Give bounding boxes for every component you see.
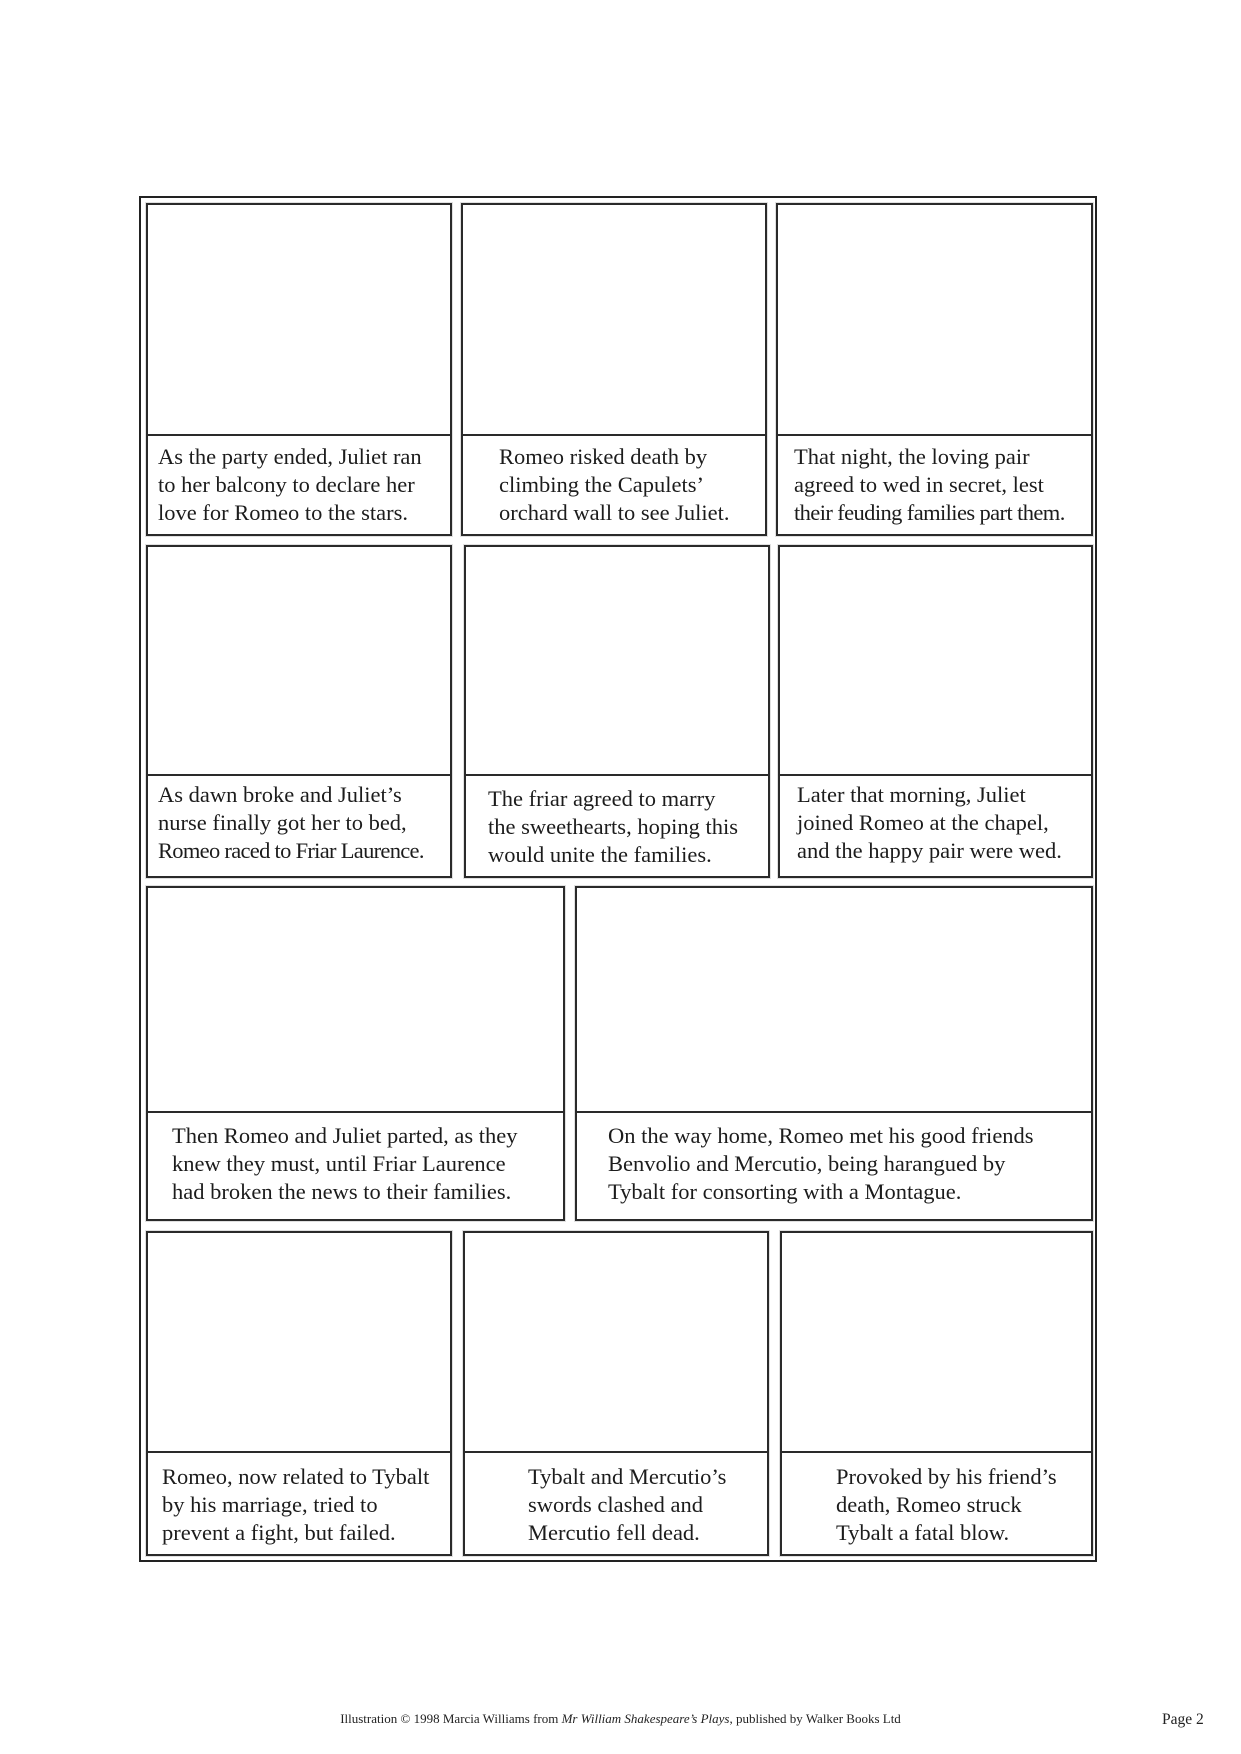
- caption-line: climbing the Capulets’: [499, 472, 704, 497]
- caption-line: Romeo risked death by: [499, 444, 708, 469]
- story-panel-6: [778, 545, 1093, 878]
- credit-book-title: Mr William Shakespeare’s Plays: [561, 1711, 730, 1726]
- caption-line: agreed to wed in secret, lest: [794, 472, 1044, 497]
- panel-illustration-area: [148, 888, 563, 1115]
- panel-caption: [148, 1451, 450, 1554]
- story-panel-5: [464, 545, 770, 878]
- story-panel-3: [776, 203, 1093, 536]
- panel-illustration-area: [148, 547, 450, 778]
- caption-line: the sweethearts, hoping this: [488, 814, 738, 839]
- panel-illustration-area: [782, 1233, 1091, 1455]
- caption-line: On the way home, Romeo met his good friends: [608, 1123, 1034, 1148]
- caption-line: Tybalt and Mercutio’s: [528, 1464, 727, 1489]
- caption-line: love for Romeo to the stars.: [158, 500, 408, 525]
- caption-line: As the party ended, Juliet ran: [158, 444, 422, 469]
- panel-illustration-area: [778, 205, 1091, 438]
- story-panel-11: [780, 1231, 1093, 1556]
- caption-line: Benvolio and Mercutio, being harangued by: [608, 1151, 1006, 1176]
- caption-line: Romeo raced to Friar Laurence.: [158, 838, 424, 863]
- story-panel-9: [146, 1231, 452, 1556]
- caption-line: Mercutio fell dead.: [528, 1520, 700, 1545]
- panel-illustration-area: [466, 547, 768, 778]
- panel-caption: [778, 434, 1091, 534]
- caption-line: death, Romeo struck: [836, 1492, 1022, 1517]
- panel-caption: [463, 434, 765, 534]
- panel-caption: [148, 434, 450, 534]
- panel-illustration-area: [780, 547, 1091, 778]
- panel-caption: [577, 1111, 1091, 1219]
- credit-prefix: Illustration © 1998 Marcia Williams from: [340, 1711, 562, 1726]
- caption-line: joined Romeo at the chapel,: [797, 810, 1049, 835]
- panel-illustration-area: [577, 888, 1091, 1115]
- caption-line: swords clashed and: [528, 1492, 703, 1517]
- caption-line: Then Romeo and Juliet parted, as they: [172, 1123, 518, 1148]
- caption-line: by his marriage, tried to: [162, 1492, 378, 1517]
- caption-line: Provoked by his friend’s: [836, 1464, 1057, 1489]
- story-panel-4: [146, 545, 452, 878]
- caption-line: Tybalt a fatal blow.: [836, 1520, 1010, 1545]
- panel-illustration-area: [148, 1233, 450, 1455]
- caption-line: their feuding families part them.: [794, 500, 1065, 525]
- story-panel-8: [575, 886, 1093, 1221]
- caption-line: As dawn broke and Juliet’s: [158, 782, 402, 807]
- illustration-credit: [0, 1711, 1241, 1727]
- story-panel-1: [146, 203, 452, 536]
- panel-caption: [466, 774, 768, 876]
- story-panel-7: [146, 886, 565, 1221]
- caption-line: nurse finally got her to bed,: [158, 810, 407, 835]
- credit-suffix: , published by Walker Books Ltd: [729, 1711, 901, 1726]
- caption-line: Tybalt for consorting with a Montague.: [608, 1179, 962, 1204]
- caption-line: Romeo, now related to Tybalt: [162, 1464, 430, 1489]
- panel-caption: [465, 1451, 767, 1554]
- caption-line: The friar agreed to marry: [488, 786, 716, 811]
- panel-illustration-area: [463, 205, 765, 438]
- panel-caption: [148, 774, 450, 876]
- caption-line: to her balcony to declare her: [158, 472, 415, 497]
- story-panel-2: [461, 203, 767, 536]
- caption-line: Later that morning, Juliet: [797, 782, 1026, 807]
- panel-illustration-area: [148, 205, 450, 438]
- caption-line: and the happy pair were wed.: [797, 838, 1062, 863]
- story-panel-10: [463, 1231, 769, 1556]
- caption-line: had broken the news to their families.: [172, 1179, 512, 1204]
- caption-line: orchard wall to see Juliet.: [499, 500, 730, 525]
- panel-caption: [780, 774, 1091, 876]
- caption-line: That night, the loving pair: [794, 444, 1030, 469]
- caption-line: prevent a fight, but failed.: [162, 1520, 396, 1545]
- panel-caption: [782, 1451, 1091, 1554]
- panel-illustration-area: [465, 1233, 767, 1455]
- panel-caption: [148, 1111, 563, 1219]
- caption-line: would unite the families.: [488, 842, 712, 867]
- page-number: Page 2: [1162, 1711, 1204, 1728]
- caption-line: knew they must, until Friar Laurence: [172, 1151, 506, 1176]
